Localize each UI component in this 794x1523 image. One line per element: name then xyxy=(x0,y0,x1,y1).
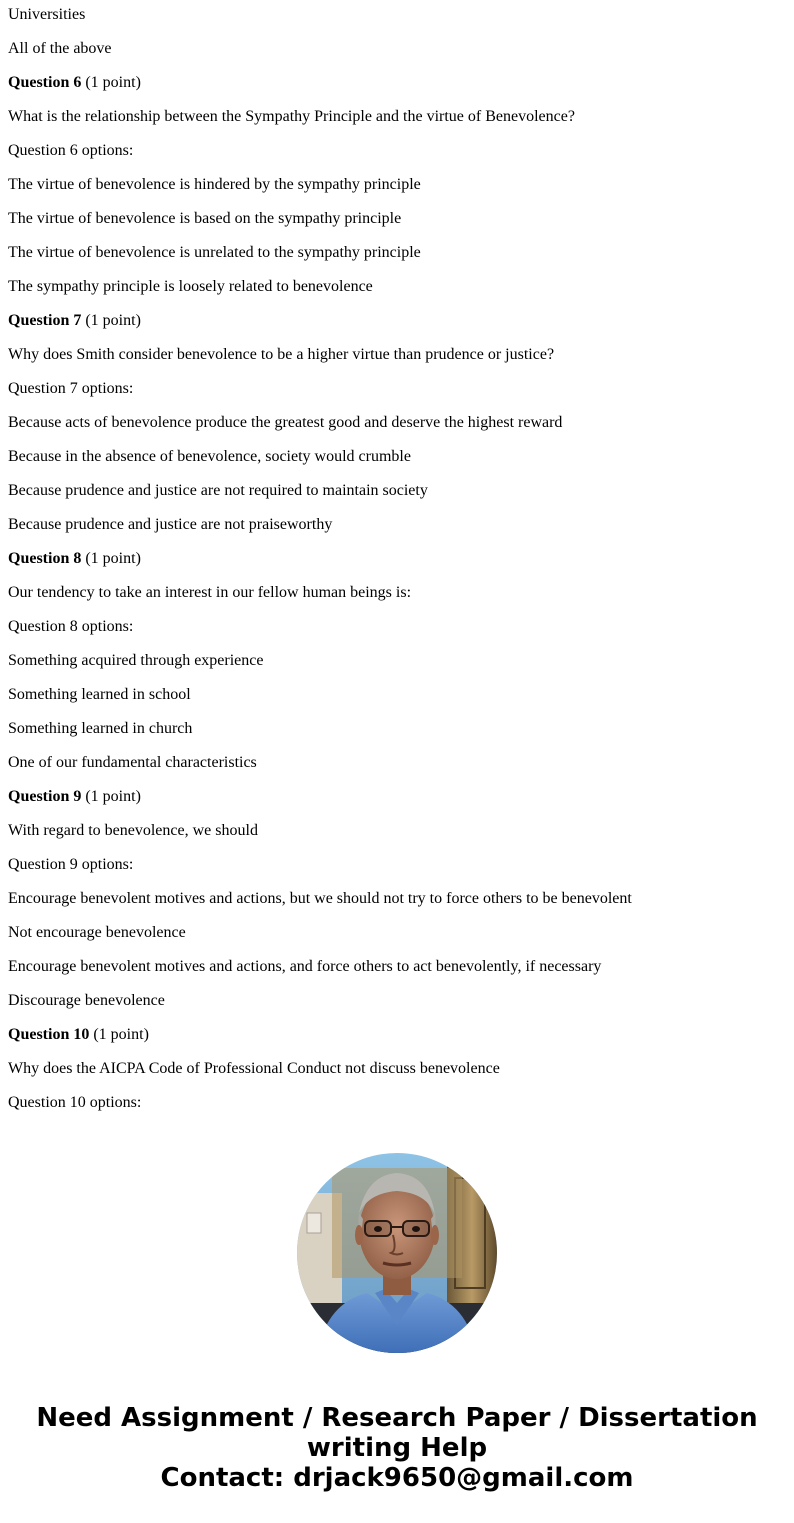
question-points: (1 point) xyxy=(85,74,141,91)
option-text[interactable]: Discourage benevolence xyxy=(8,992,165,1009)
question-number: Question 8 xyxy=(8,550,82,567)
option-text: Universities xyxy=(8,6,86,23)
option-text[interactable]: Because in the absence of benevolence, society would crumble xyxy=(8,448,411,465)
question-points: (1 point) xyxy=(85,788,141,805)
options-label: Question 9 options: xyxy=(8,856,134,873)
question-heading xyxy=(8,788,786,822)
option-text[interactable]: The sympathy principle is loosely related to benevolence xyxy=(8,278,373,295)
option-text[interactable]: The virtue of benevolence is hindered by the sympathy principle xyxy=(8,176,421,193)
question-heading xyxy=(8,312,786,346)
question-number: Question 10 xyxy=(8,1026,90,1043)
avatar xyxy=(297,1153,497,1353)
option-text[interactable]: Not encourage benevolence xyxy=(8,924,186,941)
question-number: Question 9 xyxy=(8,788,82,805)
contact-banner xyxy=(0,1403,794,1493)
option-text[interactable]: Because prudence and justice are not required to maintain society xyxy=(8,482,428,499)
question-points: (1 point) xyxy=(93,1026,149,1043)
question-heading xyxy=(8,74,786,108)
option-text[interactable]: The virtue of benevolence is based on the sympathy principle xyxy=(8,210,402,227)
options-label: Question 6 options: xyxy=(8,142,134,159)
option-text[interactable]: Because prudence and justice are not praiseworthy xyxy=(8,516,333,533)
option-text[interactable]: Something learned in church xyxy=(8,720,193,737)
options-label: Question 7 options: xyxy=(8,380,134,397)
document-content xyxy=(8,6,786,1128)
banner-line: writing Help xyxy=(306,1433,488,1463)
question-heading xyxy=(8,1026,786,1060)
question-heading xyxy=(8,550,786,584)
question-number: Question 6 xyxy=(8,74,82,91)
question-points: (1 point) xyxy=(85,550,141,567)
options-label: Question 8 options: xyxy=(8,618,134,635)
option-text[interactable]: Because acts of benevolence produce the greatest good and deserve the highest reward xyxy=(8,414,563,431)
question-prompt: Why does Smith consider benevolence to be a higher virtue than prudence or justice? xyxy=(8,346,555,363)
contact-email: Contact: drjack9650@gmail.com xyxy=(160,1463,634,1493)
option-text[interactable]: Encourage benevolent motives and actions, and force others to act benevolently, if necessary xyxy=(8,958,602,975)
question-prompt: Why does the AICPA Code of Professional Conduct not discuss benevolence xyxy=(8,1060,500,1077)
banner-line: Need Assignment / Research Paper / Dissertation xyxy=(36,1403,758,1433)
portrait-photo xyxy=(297,1153,497,1353)
options-label: Question 10 options: xyxy=(8,1094,142,1111)
option-text: All of the above xyxy=(8,40,112,57)
option-text[interactable]: One of our fundamental characteristics xyxy=(8,754,257,771)
option-text[interactable]: Something learned in school xyxy=(8,686,191,703)
question-points: (1 point) xyxy=(85,312,141,329)
question-prompt: With regard to benevolence, we should xyxy=(8,822,258,839)
question-prompt: Our tendency to take an interest in our fellow human beings is: xyxy=(8,584,412,601)
option-text[interactable]: Encourage benevolent motives and actions, but we should not try to force others to be benevolent xyxy=(8,890,632,907)
option-text[interactable]: Something acquired through experience xyxy=(8,652,264,669)
question-prompt: What is the relationship between the Sympathy Principle and the virtue of Benevolence? xyxy=(8,108,575,125)
option-text[interactable]: The virtue of benevolence is unrelated to the sympathy principle xyxy=(8,244,421,261)
question-number: Question 7 xyxy=(8,312,82,329)
